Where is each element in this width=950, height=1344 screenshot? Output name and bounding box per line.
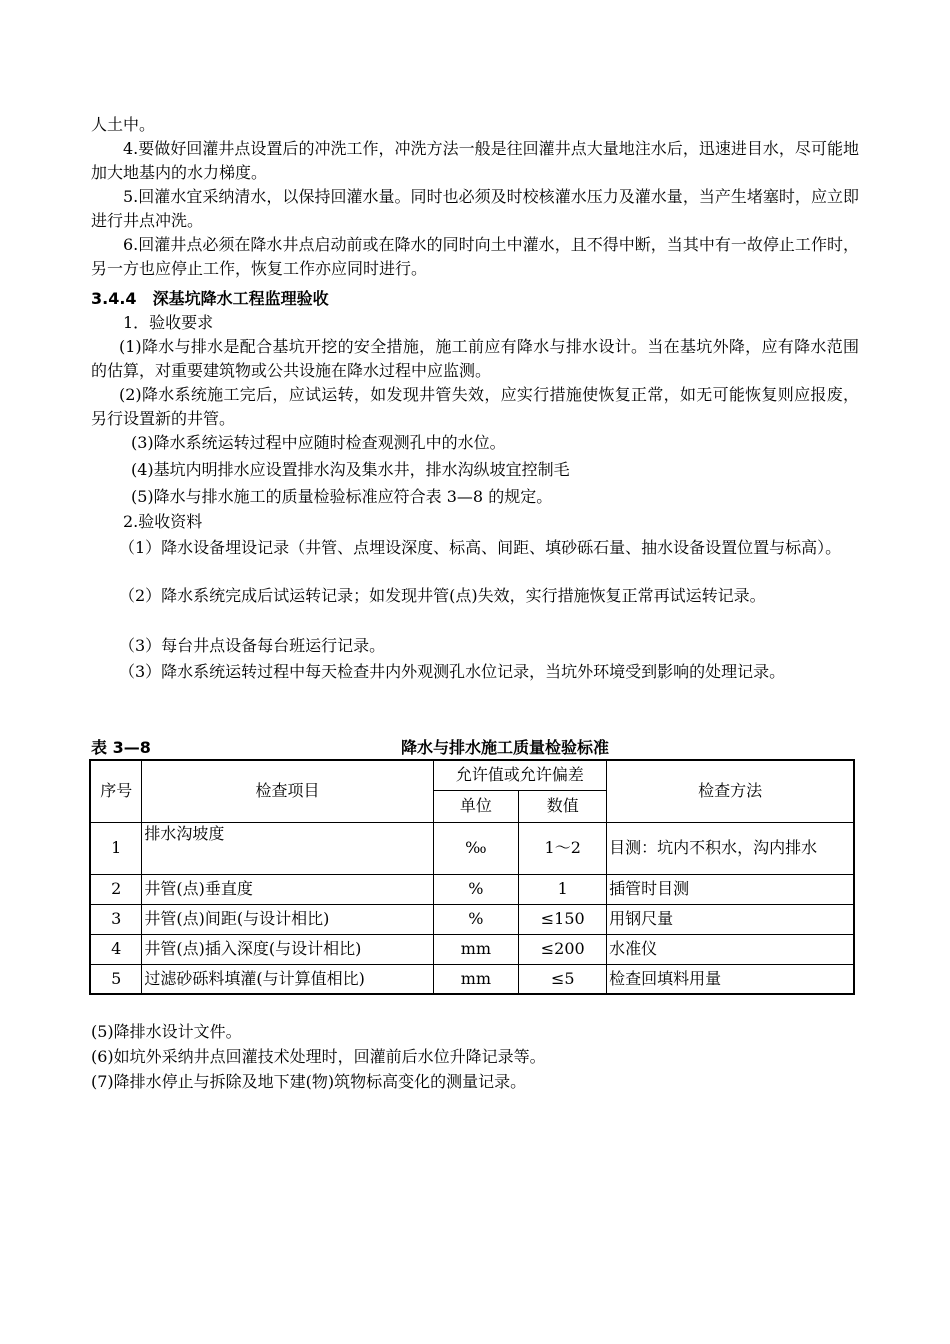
quality-standard-table	[89, 759, 855, 995]
row-item: 井管(点)插入深度(与设计相比)	[142, 934, 433, 964]
header-seq: 序号	[90, 760, 142, 822]
row-seq: 5	[90, 964, 142, 994]
table-title: 降水与排水施工质量检验标准	[401, 738, 610, 757]
row-item: 井管(点)间距(与设计相比)	[142, 904, 433, 934]
row-seq: 3	[90, 904, 142, 934]
paragraph-item-4: 4.要做好回灌井点设置后的冲洗工作，冲洗方法一般是往回灌井点大量地注水后，迅速进目水，尽可能地加大地基内的水力梯度。	[91, 139, 859, 182]
row-method: 检查回填料用量	[607, 964, 854, 994]
requirement-1: (1)降水与排水是配合基坑开挖的安全措施，施工前应有降水与排水设计。当在基坑外降，应有降水范围的估算，对重要建筑物或公共设施在降水过程中应监测。	[91, 337, 859, 380]
table-header-row	[90, 760, 854, 790]
row-value: ≤5	[519, 964, 607, 994]
row-unit: mm	[433, 964, 519, 994]
header-item: 检查项目	[142, 760, 433, 822]
row-value: ≤150	[519, 904, 607, 934]
row-method: 插管时目测	[607, 874, 854, 904]
row-method: 水准仪	[607, 934, 854, 964]
paragraph-item-6: 6.回灌井点必须在降水井点启动前或在降水的同时向土中灌水，且不得中断，当其中有一故停止工作时，另一方也应停止工作，恢复工作亦应同时进行。	[91, 235, 859, 278]
row-item: 井管(点)垂直度	[142, 874, 433, 904]
row-value: 1～2	[519, 822, 607, 874]
after-item-5: (5)降排水设计文件。	[91, 1022, 242, 1041]
header-unit: 单位	[433, 790, 519, 822]
row-value: 1	[519, 874, 607, 904]
header-allowance: 允许值或允许偏差	[433, 760, 607, 790]
table-row	[90, 874, 854, 904]
row-item: 过滤砂砾料填灌(与计算值相比)	[142, 964, 433, 994]
row-unit: mm	[433, 934, 519, 964]
material-4: （3）降水系统运转过程中每天检查井内外观测孔水位记录，当坑外环境受到影响的处理记录。	[119, 662, 786, 681]
requirement-2: (2)降水系统施工完后，应试运转，如发现井管失效，应实行措施使恢复正常，如无可能恢复则应报废，另行设置新的井管。	[91, 385, 859, 428]
requirement-4: (4)基坑内明排水应设置排水沟及集水井，排水沟纵坡宜控制毛	[131, 460, 570, 479]
requirement-5: (5)降水与排水施工的质量检验标准应符合表 3—8 的规定。	[131, 487, 553, 506]
table-row	[90, 904, 854, 934]
row-unit: %	[433, 874, 519, 904]
table-caption	[91, 735, 855, 759]
section-heading	[91, 287, 859, 311]
row-unit: ‰	[433, 822, 519, 874]
requirement-3: (3)降水系统运转过程中应随时检查观测孔中的水位。	[131, 433, 506, 452]
row-seq: 1	[90, 822, 142, 874]
requirements-heading: 1．验收要求	[123, 313, 214, 332]
row-seq: 2	[90, 874, 142, 904]
row-value: ≤200	[519, 934, 607, 964]
materials-heading: 2.验收资料	[123, 512, 203, 531]
material-3: （3）每台井点设备每台班运行记录。	[119, 636, 386, 655]
material-2: （2）降水系统完成后试运转记录；如发现井管(点)失效，实行措施恢复正常再试运转记录。	[119, 586, 766, 605]
header-method: 检查方法	[607, 760, 854, 822]
paragraph-continuation: 人土中。	[91, 115, 156, 134]
material-1: （1）降水设备埋设记录（井管、点埋设深度、标高、间距、填砂砾石量、抽水设备设置位置与标高）。	[119, 538, 842, 557]
row-item: 排水沟坡度	[142, 822, 433, 874]
section-number: 3.4.4	[91, 289, 137, 308]
section-title: 深基坑降水工程监理验收	[152, 289, 329, 308]
row-seq: 4	[90, 934, 142, 964]
after-item-7: (7)降排水停止与拆除及地下建(物)筑物标高变化的测量记录。	[91, 1072, 527, 1091]
after-item-6: (6)如坑外采纳井点回灌技术处理时，回灌前后水位升降记录等。	[91, 1047, 546, 1066]
header-value: 数值	[519, 790, 607, 822]
table-row	[90, 822, 854, 874]
row-method: 用钢尺量	[607, 904, 854, 934]
row-unit: %	[433, 904, 519, 934]
paragraph-item-5: 5.回灌水宜采纳清水，以保持回灌水量。同时也必须及时校核灌水压力及灌水量，当产生堵塞时，应立即进行井点冲洗。	[91, 187, 859, 230]
row-method: 目测：坑内不积水，沟内排水	[607, 822, 854, 874]
table-label: 表 3—8	[91, 738, 151, 757]
table-row	[90, 964, 854, 994]
table-row	[90, 934, 854, 964]
